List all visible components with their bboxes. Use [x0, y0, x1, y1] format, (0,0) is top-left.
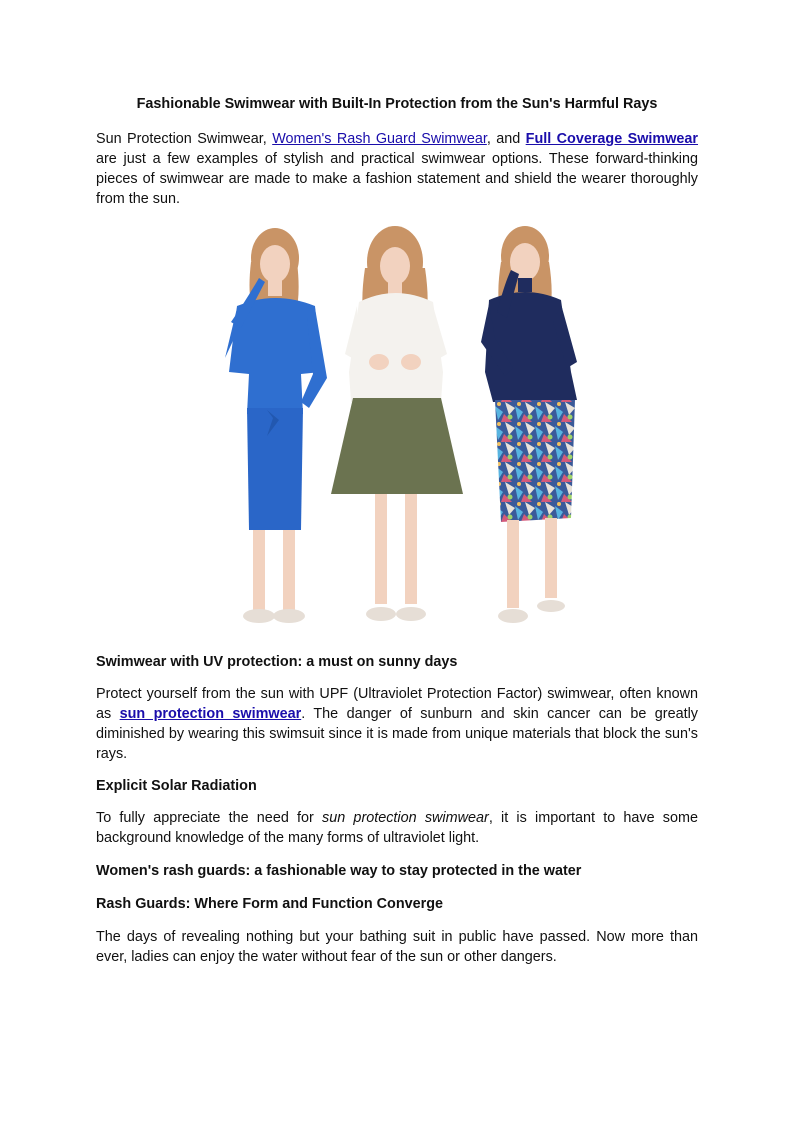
document-title: Fashionable Swimwear with Built-In Protection from the Sun's Harmful Rays [136, 96, 658, 112]
uv-text-2: . The danger of sunburn and skin cancer can be greatly diminished by wearing this swimsuit since it is made from unique materials that block the sun's rays. [96, 706, 698, 762]
intro-text-3: are just a few examples of stylish and practical swimwear options. These forward-thinking pieces of swimwear are made to make a fashion statement and shield the wearer thoroughly from the sun. [96, 151, 698, 207]
section-heading-rash-guards-fashionable: Women's rash guards: a fashionable way to stay protected in the water [96, 863, 582, 879]
intro-text-2: , and [486, 131, 526, 147]
model-navy-top-floral-skirt [481, 226, 577, 623]
uv-protection-paragraph [96, 684, 698, 764]
section-heading-solar-radiation: Explicit Solar Radiation [96, 778, 257, 794]
solar-emphasis: sun protection swimwear [322, 810, 489, 826]
intro-text-1: Sun Protection Swimwear, [96, 131, 273, 147]
full-coverage-link[interactable]: Full Coverage Swimwear [525, 131, 699, 147]
solar-text-1: To fully appreciate the need for [96, 810, 323, 826]
swimwear-models-photo [175, 222, 615, 642]
section-heading-form-function: Rash Guards: Where Form and Function Converge [96, 896, 444, 912]
model-blue-dress [225, 228, 327, 623]
rash-guards-paragraph: The days of revealing nothing but your bathing suit in public have passed. Now more than ever, ladies can enjoy the water without fear of the sun or other dangers. [96, 929, 698, 965]
intro-paragraph [96, 129, 698, 209]
solar-radiation-paragraph [96, 808, 698, 848]
model-white-top-olive-skirt [331, 226, 463, 621]
solar-text-2: , it is important to have some background knowledge of the many forms of ultraviolet light. [96, 810, 698, 846]
sun-protection-swimwear-link[interactable]: sun protection swimwear [119, 706, 302, 722]
section-heading-uv-protection: Swimwear with UV protection: a must on sunny days [96, 654, 458, 670]
uv-text-1: Protect yourself from the sun with UPF (Ultraviolet Protection Factor) swimwear, often known as [96, 686, 698, 722]
rash-guard-link[interactable]: Women's Rash Guard Swimwear [272, 131, 487, 147]
